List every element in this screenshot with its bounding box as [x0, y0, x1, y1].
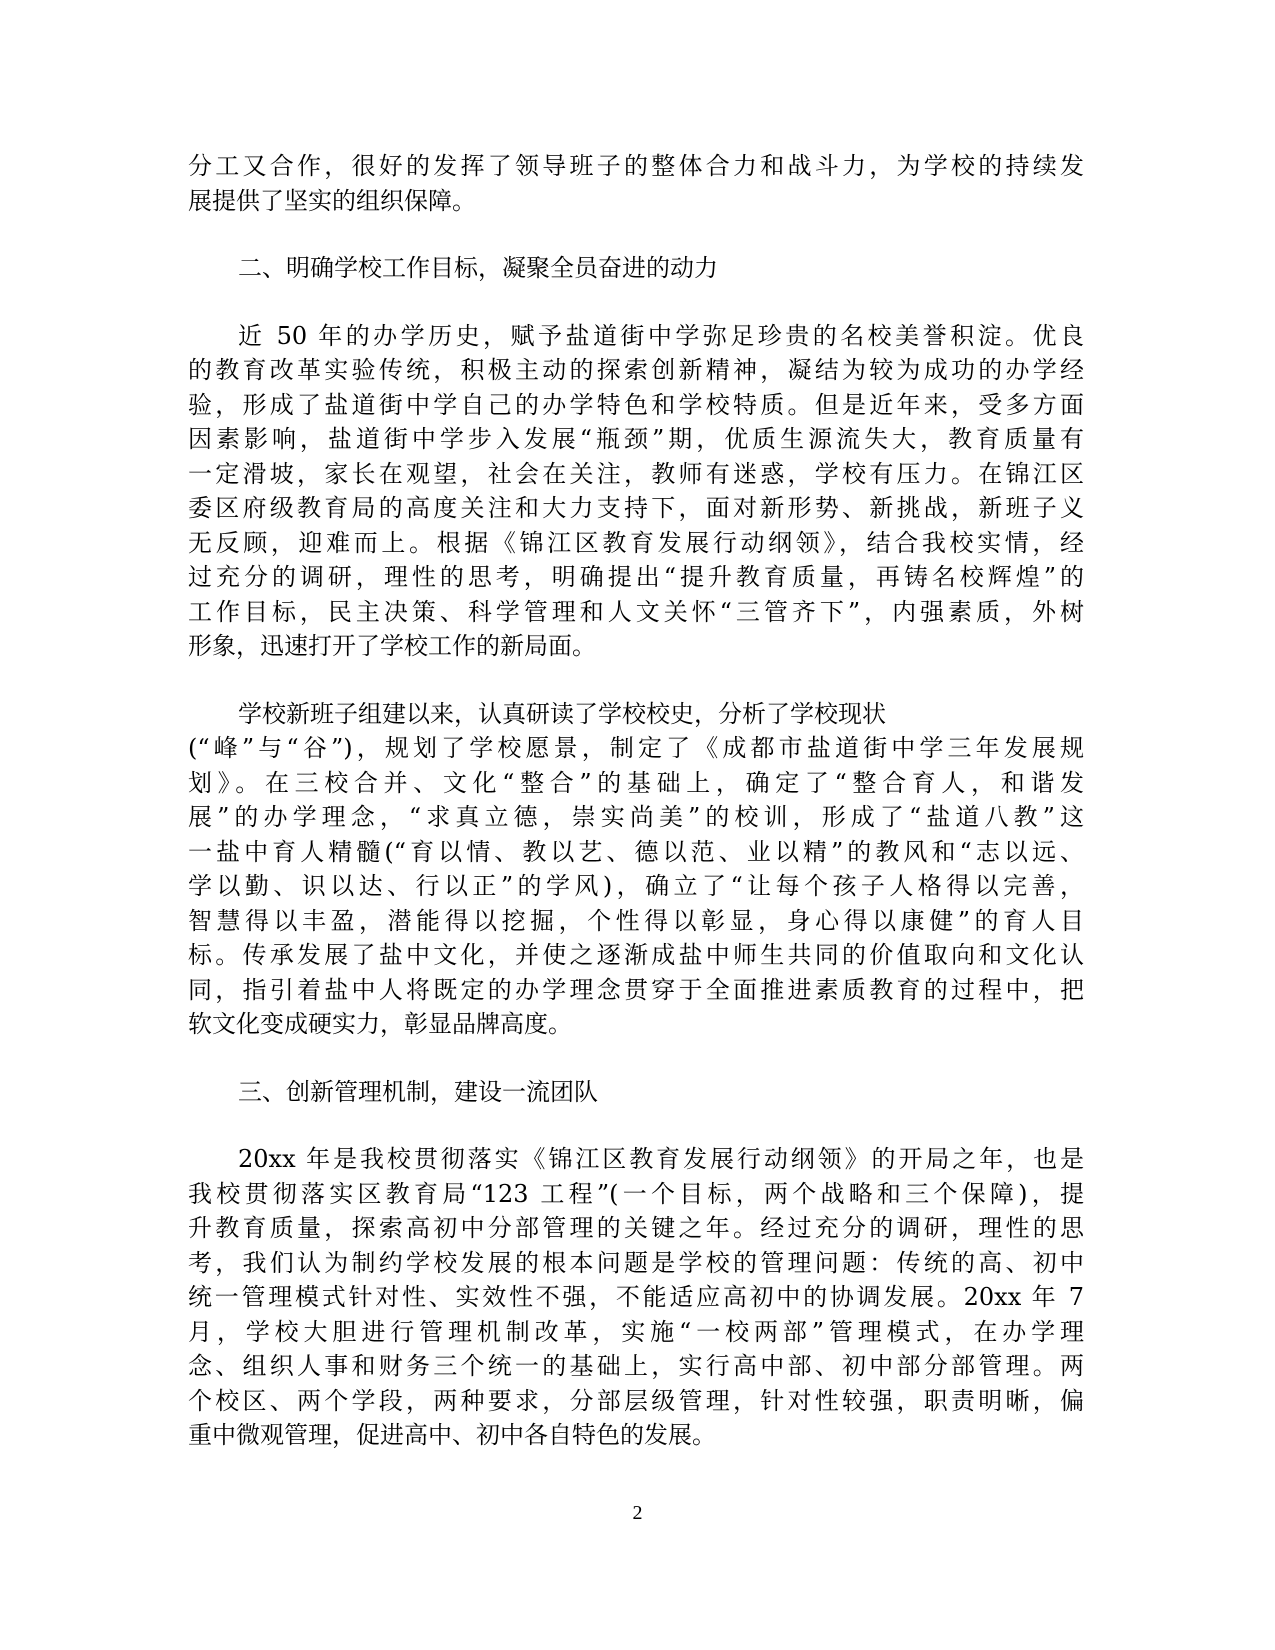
heading-text: 三、创新管理机制，建设一流团队 — [238, 1077, 598, 1106]
text-line: (“峰”与“谷”)，规划了学校愿景，制定了《成都市盐道街中学三年发展规 — [188, 734, 1084, 762]
text-line: 委区府级教育局的高度关注和大力支持下，面对新形势、新挑战，新班子义 — [188, 494, 1084, 522]
text-line: 学校新班子组建以来，认真研读了学校校史，分析了学校现状 — [238, 699, 886, 728]
heading-text: 二、明确学校工作目标，凝聚全员奋进的动力 — [238, 254, 718, 282]
text-line: 重中微观管理，促进高中、初中各自特色的发展。 — [188, 1421, 716, 1449]
section-heading — [188, 1075, 1084, 1110]
text-line: 同，指引着盐中人将既定的办学理念贯穿于全面推进素质教育的过程中，把 — [188, 975, 1084, 1004]
text-line: 考，我们认为制约学校发展的根本问题是学校的管理问题：传统的高、初中 — [188, 1248, 1084, 1277]
text-line: 分工又合作，很好的发挥了领导班子的整体合力和战斗力，为学校的持续发 — [188, 152, 1084, 180]
text-line: 一定滑坡，家长在观望，社会在关注，教师有迷惑，学校有压力。在锦江区 — [188, 459, 1084, 488]
text-line: 工作目标，民主决策、科学管理和人文关怀“三管齐下”，内强素质，外树 — [188, 597, 1084, 626]
text-line: 月，学校大胆进行管理机制改革，实施“一校两部”管理模式，在办学理 — [188, 1317, 1084, 1346]
text-line: 无反顾，迎难而上。根据《锦江区教育发展行动纲领》，结合我校实情，经 — [188, 528, 1084, 557]
section-heading — [188, 251, 1084, 286]
text-line: 的教育改革实验传统，积极主动的探索创新精神，凝结为较为成功的办学经 — [188, 356, 1084, 384]
text-line: 标。传承发展了盐中文化，并使之逐渐成盐中师生共同的价值取向和文化认 — [188, 941, 1084, 969]
text-line: 念、组织人事和财务三个统一的基础上，实行高中部、初中部分部管理。两 — [188, 1352, 1084, 1380]
text-line: 软文化变成硬实力，彰显品牌高度。 — [188, 1010, 572, 1038]
text-column — [188, 149, 1084, 1453]
text-line: 学以勤、识以达、行以正”的学风)，确立了“让每个孩子人格得以完善， — [188, 872, 1084, 900]
text-line: 近 50 年的办学历史，赋予盐道街中学弥足珍贵的名校美誉积淀。优良 — [238, 321, 1084, 350]
page-number: 2 — [632, 1502, 643, 1524]
paragraph — [188, 319, 1084, 664]
text-line: 展提供了坚实的组织保障。 — [188, 186, 476, 215]
text-line: 因素影响，盐道街中学步入发展“瓶颈”期，优质生源流失大，教育质量有 — [188, 425, 1084, 453]
text-line: 20xx 年是我校贯彻落实《锦江区教育发展行动纲领》的开局之年，也是 — [238, 1145, 1084, 1173]
paragraph — [188, 697, 1084, 1042]
text-line: 形象，迅速打开了学校工作的新局面。 — [188, 632, 596, 660]
paragraph — [188, 149, 1084, 218]
text-line: 我校贯彻落实区教育局“123 工程”(一个目标，两个战略和三个保障)，提 — [188, 1179, 1084, 1208]
text-line: 展”的办学理念，“求真立德，崇实尚美”的校训，形成了“盐道八教”这 — [188, 803, 1084, 831]
paragraph — [188, 1142, 1084, 1453]
text-line: 升教育质量，探索高初中分部管理的关键之年。经过充分的调研，理性的思 — [188, 1214, 1084, 1242]
text-line: 一盐中育人精髓(“育以情、教以艺、德以范、业以精”的教风和“志以远、 — [188, 837, 1084, 866]
text-line: 个校区、两个学段，两种要求，分部层级管理，针对性较强，职责明晰，偏 — [188, 1386, 1084, 1415]
text-line: 统一管理模式针对性、实效性不强，不能适应高初中的协调发展。20xx 年 7 — [188, 1283, 1084, 1311]
text-line: 智慧得以丰盈，潜能得以挖掘，个性得以彰显，身心得以康健”的育人目 — [188, 906, 1084, 935]
text-line: 过充分的调研，理性的思考，明确提出“提升教育质量，再铸名校辉煌”的 — [188, 563, 1084, 591]
text-line: 验，形成了盐道街中学自己的办学特色和学校特质。但是近年来，受多方面 — [188, 390, 1084, 419]
text-line: 划》。在三校合并、文化“整合”的基础上，确定了“整合育人，和谐发 — [188, 768, 1084, 797]
